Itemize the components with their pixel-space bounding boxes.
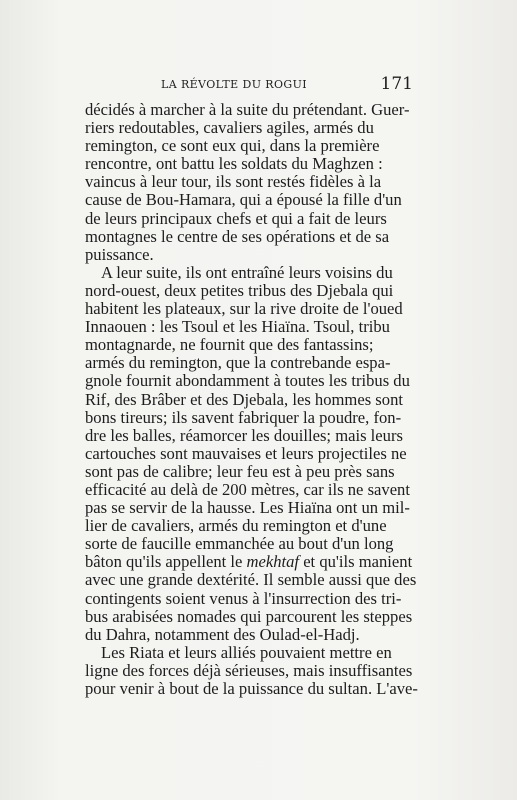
text-line: bus arabisées nomades qui parcourent les steppes — [85, 606, 413, 626]
paragraph-3 — [85, 644, 416, 698]
text-line: cartouches sont mauvaises et leurs projectiles ne — [85, 443, 407, 463]
text-line: pour venir à bout de la puissance du sultan. L'ave- — [85, 679, 418, 698]
text-line: cause de Bou-Hamara, qui a épousé la fille d'un — [85, 190, 402, 210]
text-fragment: bâton qu'ils appellent le — [85, 552, 247, 572]
paragraph-2 — [85, 264, 416, 644]
text-fragment: et qu'ils manient — [299, 552, 413, 572]
text-line: montagnarde, ne fournit que des fantassins; — [85, 335, 374, 355]
text-line: A leur suite, ils ont entraîné leurs voisins du — [101, 262, 393, 282]
text-line: riers redoutables, cavaliers agiles, armés du — [85, 118, 374, 138]
text-line — [85, 553, 416, 571]
text-line: puissance. — [85, 244, 154, 264]
text-line: armés du remington, que la contrebande espa- — [85, 353, 391, 373]
text-line: lier de cavaliers, armés du remington et d'une — [85, 516, 387, 536]
text-line: sorte de faucille emmanchée au bout d'un long — [85, 534, 394, 554]
text-line: pas se servir de la hausse. Les Hiaïna ont un mil- — [85, 498, 410, 518]
text-line: montagnes le centre de ses opérations et de sa — [85, 226, 390, 246]
text-line: décidés à marcher à la suite du prétendant. Guer- — [85, 100, 410, 119]
text-line: contingents soient venus à l'insurrection des tri- — [85, 588, 402, 608]
text-line: Les Riata et leurs alliés pouvaient mettre en — [101, 642, 392, 662]
text-line: nord-ouest, deux petites tribus des Djebala qui — [85, 280, 394, 300]
text-line: vaincus à leur tour, ils sont restés fidèles à la — [85, 172, 382, 192]
text-line: efficacité au delà de 200 mètres, car ils ne savent — [85, 479, 410, 499]
text-line: du Dahra, notamment des Oulad-el-Hadj. — [85, 624, 360, 644]
text-line: dre les balles, réamorcer les douilles; mais leurs — [85, 425, 403, 445]
page-number: 171 — [380, 74, 413, 94]
book-text — [85, 101, 416, 698]
text-line: avec une grande dextérité. Il semble aussi que des — [85, 570, 417, 590]
italic-term-mekhtaf: mekhtaf — [246, 552, 300, 572]
text-line: sont pas de calibre; leur feu est à peu près sans — [85, 461, 395, 481]
text-line: Innaouen : les Tsoul et les Hiaïna. Tsoul, tribu — [85, 317, 390, 337]
text-line: bons tireurs; ils savent fabriquer la poudre, fon- — [85, 407, 402, 427]
text-line: remington, ce sont eux qui, dans la première — [85, 136, 380, 156]
text-line: Rif, des Brâber et des Djebala, les hommes sont — [85, 389, 403, 409]
paragraph-1 — [85, 101, 416, 264]
text-line: rencontre, ont battu les soldats du Maghzen : — [85, 154, 383, 174]
text-line: de leurs principaux chefs et qui a fait de leurs — [85, 208, 387, 228]
text-line: habitent les plateaux, sur la rive droite de l'oued — [85, 299, 403, 319]
text-line: gnole fournit abondamment à toutes les tribus du — [85, 371, 410, 391]
text-line: ligne des forces déjà sérieuses, mais insuffisantes — [85, 660, 413, 680]
page-header — [85, 76, 425, 100]
running-head: LA RÉVOLTE DU ROGUI — [161, 78, 307, 91]
